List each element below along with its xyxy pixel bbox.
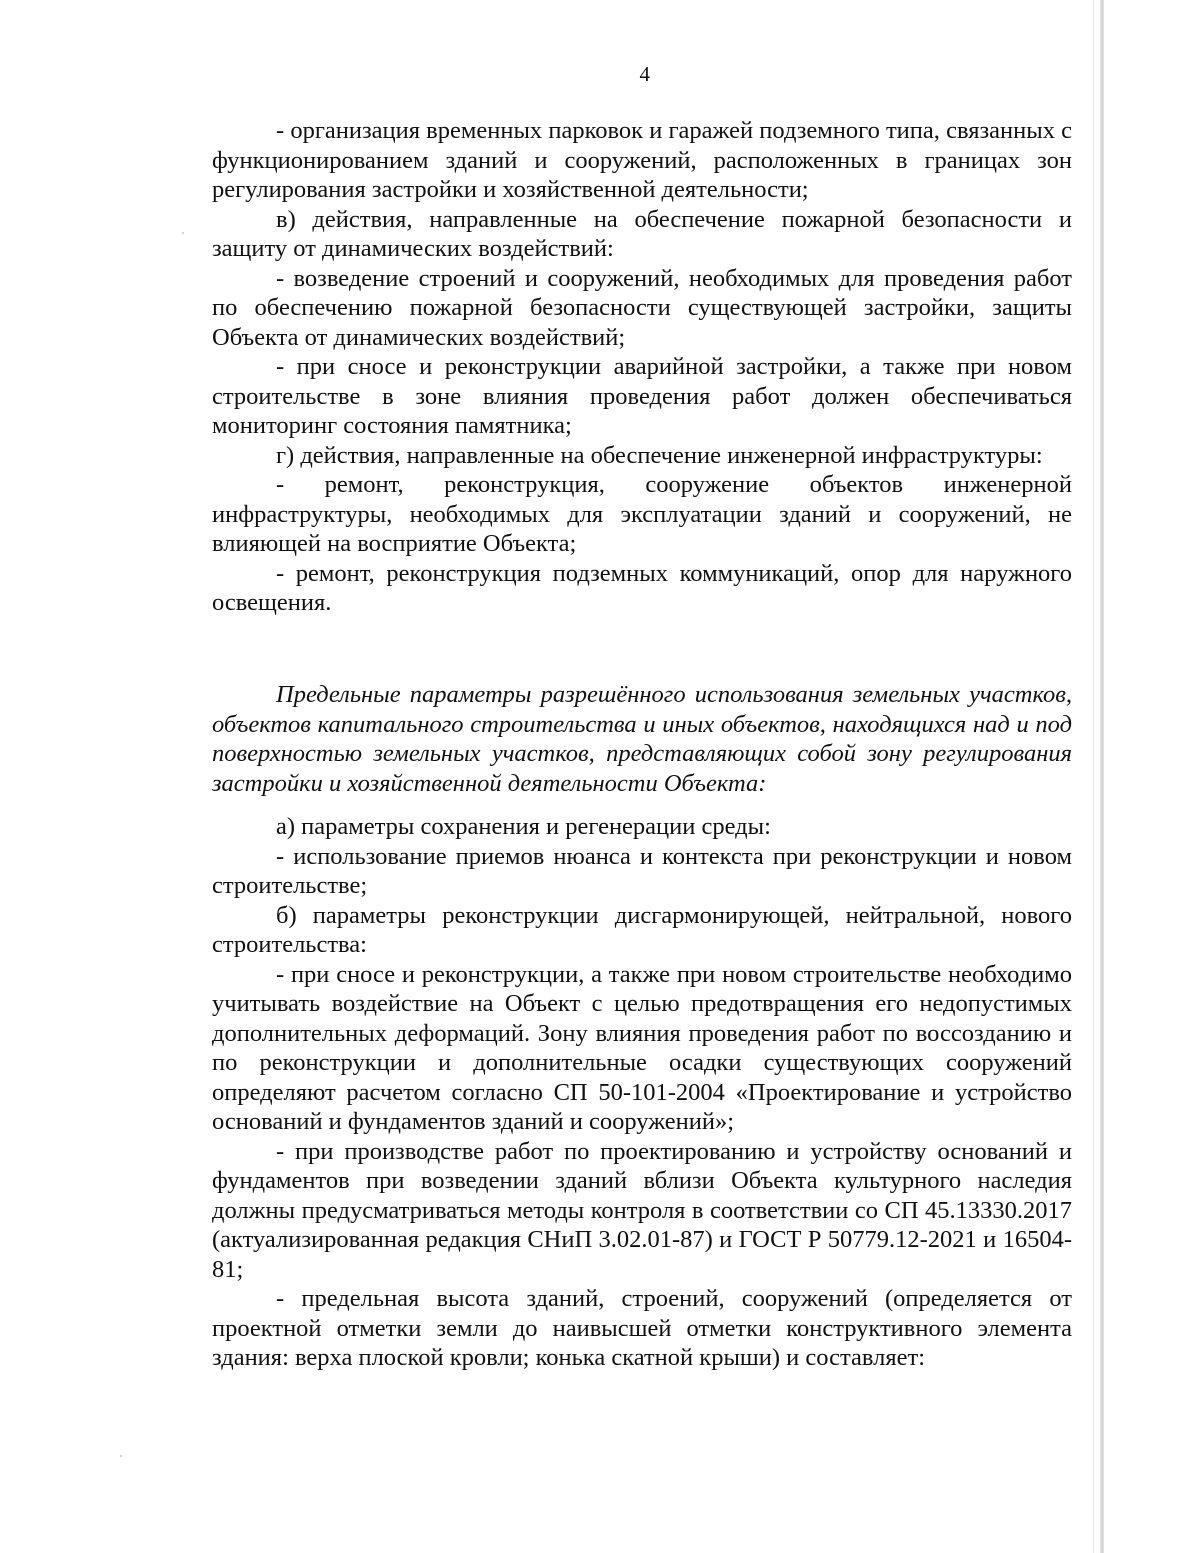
paragraph: - ремонт, реконструкция подземных коммуникаций, опор для наружного освещения.: [212, 559, 1072, 616]
paragraph: - при производстве работ по проектированию и устройству оснований и фундаментов при возведении зданий вблизи Объекта культурного наследия должны предусматриваться методы контроля в соответствии со СП 45.13330.2017 (актуализированная редакция СНиП 3.02.01-87) и ГОСТ Р 50779.12-2021 и 16504-81;: [212, 1137, 1072, 1283]
paragraph: - при сносе и реконструкции аварийной застройки, а также при новом строительстве в зоне влияния проведения работ должен обеспечиваться мониторинг состояния памятника;: [212, 353, 1072, 439]
scan-speck: [182, 232, 184, 234]
page-number: 4: [639, 62, 651, 86]
paragraph: б) параметры реконструкции дисгармонирующей, нейтральной, нового строительства:: [212, 901, 1072, 958]
scan-edge-line: [1093, 0, 1094, 1553]
scan-edge-shadow: [1100, 0, 1104, 1553]
paragraph: - ремонт, реконструкция, сооружение объектов инженерной инфраструктуры, необходимых для эксплуатации зданий и сооружений, не влияющей на восприятие Объекта;: [212, 471, 1072, 557]
paragraph: - при сносе и реконструкции, а также при новом строительстве необходимо учитывать воздействие на Объект с целью предотвращения его недопустимых дополнительных деформаций. Зону влияния проведения работ по воссозданию и по реконструкции и дополнительные осадки существующих сооружений определяют расчетом согласно СП 50-101-2004 «Проектирование и устройство оснований и фундаментов зданий и сооружений»;: [212, 960, 1072, 1135]
paragraph: г) действия, направленные на обеспечение инженерной инфраструктуры:: [276, 441, 1043, 469]
paragraph: в) действия, направленные на обеспечение пожарной безопасности и защиту от динамических воздействий:: [212, 205, 1072, 262]
paragraph: - организация временных парковок и гаражей подземного типа, связанных с функционированием зданий и сооружений, расположенных в границах зон регулирования застройки и хозяйственной деятельности;: [212, 117, 1072, 203]
scan-speck: [120, 1455, 122, 1457]
section-heading: Предельные параметры разрешённого использования земельных участков, объектов капитального строительства и иных объектов, находящихся над и под поверхностью земельных участков, представляющих собой зону регулирования застройки и хозяйственной деятельности Объекта:: [212, 681, 1072, 797]
bottom-section: [212, 680, 1072, 1373]
paragraph: - использование приемов нюанса и контекста при реконструкции и новом строительстве;: [212, 842, 1072, 899]
paragraph: - предельная высота зданий, строений, сооружений (определяется от проектной отметки земли до наивысшей отметки конструктивного элемента здания: верха плоской кровли; конька скатной крыши) и составляет:: [212, 1285, 1072, 1371]
paragraph: - возведение строений и сооружений, необходимых для проведения работ по обеспечению пожарной безопасности существующей застройки, защиты Объекта от динамических воздействий;: [212, 264, 1072, 351]
paragraph: а) параметры сохранения и регенерации среды:: [276, 813, 771, 840]
top-section: [212, 116, 1072, 618]
